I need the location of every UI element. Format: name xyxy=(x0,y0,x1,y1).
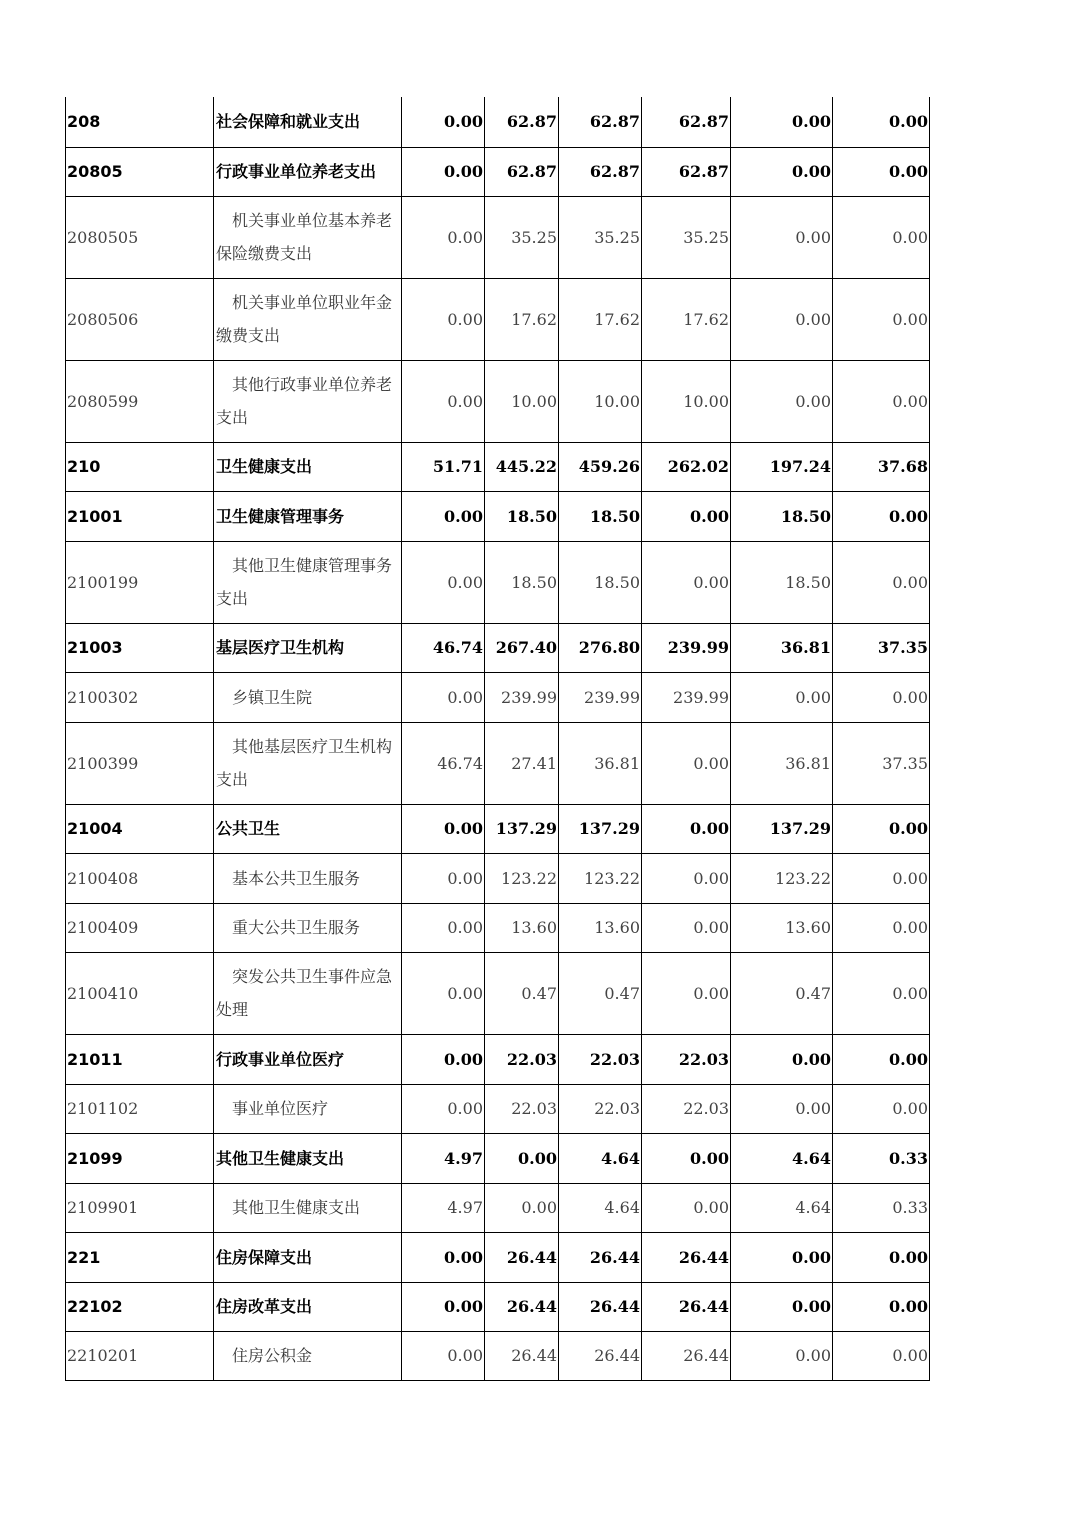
row-value-2: 13.60 xyxy=(485,903,559,952)
row-value-6: 0.00 xyxy=(833,97,930,147)
row-value-1: 51.71 xyxy=(402,442,485,491)
row-value-5: 0.00 xyxy=(731,1232,833,1282)
row-value-1: 4.97 xyxy=(402,1183,485,1232)
row-value-4: 22.03 xyxy=(642,1034,731,1084)
row-value-3: 13.60 xyxy=(559,903,642,952)
row-value-3: 459.26 xyxy=(559,442,642,491)
table-row xyxy=(66,491,930,541)
row-value-1: 0.00 xyxy=(402,1331,485,1380)
budget-table xyxy=(65,97,930,1381)
row-value-3: 22.03 xyxy=(559,1034,642,1084)
row-name: 其他行政事业单位养老支出 xyxy=(214,360,402,442)
row-value-6: 0.00 xyxy=(833,952,930,1034)
row-value-4: 0.00 xyxy=(642,1183,731,1232)
row-value-1: 0.00 xyxy=(402,903,485,952)
row-name: 行政事业单位医疗 xyxy=(214,1034,402,1084)
row-name: 机关事业单位职业年金缴费支出 xyxy=(214,278,402,360)
table-row xyxy=(66,804,930,853)
row-value-5: 18.50 xyxy=(731,491,833,541)
row-value-2: 267.40 xyxy=(485,623,559,672)
row-value-6: 0.00 xyxy=(833,804,930,853)
row-value-5: 18.50 xyxy=(731,541,833,623)
row-value-2: 27.41 xyxy=(485,722,559,804)
row-value-3: 123.22 xyxy=(559,853,642,903)
row-code: 21004 xyxy=(66,804,214,853)
row-value-5: 4.64 xyxy=(731,1183,833,1232)
row-value-2: 0.00 xyxy=(485,1183,559,1232)
row-name: 基本公共卫生服务 xyxy=(214,853,402,903)
row-value-5: 197.24 xyxy=(731,442,833,491)
row-code: 21011 xyxy=(66,1034,214,1084)
row-name: 基层医疗卫生机构 xyxy=(214,623,402,672)
row-value-3: 26.44 xyxy=(559,1232,642,1282)
table-row xyxy=(66,196,930,278)
row-value-4: 22.03 xyxy=(642,1084,731,1133)
table-row xyxy=(66,672,930,722)
row-value-4: 26.44 xyxy=(642,1282,731,1331)
row-value-5: 0.00 xyxy=(731,97,833,147)
row-value-2: 137.29 xyxy=(485,804,559,853)
row-value-1: 0.00 xyxy=(402,1084,485,1133)
row-value-6: 0.00 xyxy=(833,903,930,952)
row-value-2: 18.50 xyxy=(485,491,559,541)
row-code: 2100302 xyxy=(66,672,214,722)
row-value-1: 0.00 xyxy=(402,672,485,722)
row-value-1: 0.00 xyxy=(402,196,485,278)
row-value-5: 36.81 xyxy=(731,623,833,672)
row-value-4: 62.87 xyxy=(642,147,731,196)
row-code: 2080506 xyxy=(66,278,214,360)
row-value-6: 0.33 xyxy=(833,1183,930,1232)
row-value-2: 0.00 xyxy=(485,1133,559,1183)
row-value-2: 26.44 xyxy=(485,1232,559,1282)
row-value-2: 239.99 xyxy=(485,672,559,722)
row-value-1: 0.00 xyxy=(402,541,485,623)
row-code: 2100399 xyxy=(66,722,214,804)
row-value-3: 26.44 xyxy=(559,1282,642,1331)
row-name: 其他卫生健康支出 xyxy=(214,1183,402,1232)
row-value-6: 0.00 xyxy=(833,196,930,278)
row-value-3: 4.64 xyxy=(559,1183,642,1232)
row-name: 突发公共卫生事件应急处理 xyxy=(214,952,402,1034)
row-value-5: 0.00 xyxy=(731,278,833,360)
row-code: 21001 xyxy=(66,491,214,541)
table-row xyxy=(66,147,930,196)
row-value-2: 22.03 xyxy=(485,1084,559,1133)
row-value-5: 0.47 xyxy=(731,952,833,1034)
row-name: 事业单位医疗 xyxy=(214,1084,402,1133)
row-value-4: 62.87 xyxy=(642,97,731,147)
row-value-2: 62.87 xyxy=(485,97,559,147)
row-value-6: 0.00 xyxy=(833,491,930,541)
row-value-5: 0.00 xyxy=(731,1034,833,1084)
table-row xyxy=(66,952,930,1034)
row-value-4: 239.99 xyxy=(642,672,731,722)
table-row xyxy=(66,360,930,442)
row-value-2: 123.22 xyxy=(485,853,559,903)
row-value-1: 0.00 xyxy=(402,804,485,853)
row-value-3: 4.64 xyxy=(559,1133,642,1183)
table-row xyxy=(66,1034,930,1084)
row-code: 2100408 xyxy=(66,853,214,903)
row-code: 2100410 xyxy=(66,952,214,1034)
row-value-3: 26.44 xyxy=(559,1331,642,1380)
row-value-1: 0.00 xyxy=(402,952,485,1034)
row-value-6: 37.35 xyxy=(833,722,930,804)
row-code: 221 xyxy=(66,1232,214,1282)
row-value-1: 0.00 xyxy=(402,491,485,541)
row-value-4: 17.62 xyxy=(642,278,731,360)
row-code: 2210201 xyxy=(66,1331,214,1380)
row-value-3: 0.47 xyxy=(559,952,642,1034)
row-value-5: 4.64 xyxy=(731,1133,833,1183)
row-value-6: 37.68 xyxy=(833,442,930,491)
row-code: 2100409 xyxy=(66,903,214,952)
row-value-4: 0.00 xyxy=(642,1133,731,1183)
row-code: 208 xyxy=(66,97,214,147)
table-row xyxy=(66,278,930,360)
row-name: 重大公共卫生服务 xyxy=(214,903,402,952)
row-value-6: 0.00 xyxy=(833,360,930,442)
row-code: 2109901 xyxy=(66,1183,214,1232)
row-value-4: 0.00 xyxy=(642,903,731,952)
row-code: 210 xyxy=(66,442,214,491)
row-value-2: 22.03 xyxy=(485,1034,559,1084)
table-row xyxy=(66,722,930,804)
table-row xyxy=(66,442,930,491)
row-value-6: 0.00 xyxy=(833,853,930,903)
row-value-4: 35.25 xyxy=(642,196,731,278)
table-row xyxy=(66,1282,930,1331)
row-value-3: 22.03 xyxy=(559,1084,642,1133)
row-value-5: 13.60 xyxy=(731,903,833,952)
row-value-6: 0.00 xyxy=(833,1232,930,1282)
row-name: 其他卫生健康管理事务支出 xyxy=(214,541,402,623)
row-value-4: 0.00 xyxy=(642,804,731,853)
row-value-3: 10.00 xyxy=(559,360,642,442)
row-code: 20805 xyxy=(66,147,214,196)
row-code: 2101102 xyxy=(66,1084,214,1133)
row-name: 住房保障支出 xyxy=(214,1232,402,1282)
row-name: 公共卫生 xyxy=(214,804,402,853)
row-name: 乡镇卫生院 xyxy=(214,672,402,722)
row-value-4: 0.00 xyxy=(642,722,731,804)
row-value-1: 0.00 xyxy=(402,147,485,196)
row-value-4: 262.02 xyxy=(642,442,731,491)
row-value-1: 0.00 xyxy=(402,1034,485,1084)
row-value-4: 0.00 xyxy=(642,491,731,541)
row-value-3: 276.80 xyxy=(559,623,642,672)
row-value-5: 0.00 xyxy=(731,1282,833,1331)
row-value-6: 0.00 xyxy=(833,1034,930,1084)
row-value-6: 0.33 xyxy=(833,1133,930,1183)
row-name: 行政事业单位养老支出 xyxy=(214,147,402,196)
table-row xyxy=(66,1183,930,1232)
row-value-2: 26.44 xyxy=(485,1331,559,1380)
row-value-5: 0.00 xyxy=(731,196,833,278)
row-value-3: 62.87 xyxy=(559,147,642,196)
row-code: 22102 xyxy=(66,1282,214,1331)
table-row xyxy=(66,1331,930,1380)
row-value-2: 0.47 xyxy=(485,952,559,1034)
row-value-5: 123.22 xyxy=(731,853,833,903)
row-code: 2080599 xyxy=(66,360,214,442)
row-value-4: 0.00 xyxy=(642,541,731,623)
row-code: 21003 xyxy=(66,623,214,672)
row-value-5: 0.00 xyxy=(731,672,833,722)
table-row xyxy=(66,541,930,623)
row-value-1: 46.74 xyxy=(402,722,485,804)
row-value-6: 0.00 xyxy=(833,1331,930,1380)
row-name: 卫生健康支出 xyxy=(214,442,402,491)
row-name: 机关事业单位基本养老保险缴费支出 xyxy=(214,196,402,278)
row-value-3: 239.99 xyxy=(559,672,642,722)
row-value-6: 0.00 xyxy=(833,147,930,196)
row-value-6: 0.00 xyxy=(833,278,930,360)
row-value-1: 0.00 xyxy=(402,360,485,442)
row-value-4: 0.00 xyxy=(642,952,731,1034)
row-value-2: 17.62 xyxy=(485,278,559,360)
row-code: 2080505 xyxy=(66,196,214,278)
table-row xyxy=(66,1232,930,1282)
row-value-5: 0.00 xyxy=(731,147,833,196)
row-value-5: 137.29 xyxy=(731,804,833,853)
row-value-1: 0.00 xyxy=(402,1232,485,1282)
row-value-4: 0.00 xyxy=(642,853,731,903)
row-value-1: 4.97 xyxy=(402,1133,485,1183)
row-value-3: 62.87 xyxy=(559,97,642,147)
row-name: 社会保障和就业支出 xyxy=(214,97,402,147)
row-value-2: 445.22 xyxy=(485,442,559,491)
row-value-6: 0.00 xyxy=(833,541,930,623)
row-value-2: 10.00 xyxy=(485,360,559,442)
row-code: 2100199 xyxy=(66,541,214,623)
row-value-5: 0.00 xyxy=(731,360,833,442)
table-row xyxy=(66,1084,930,1133)
row-value-2: 26.44 xyxy=(485,1282,559,1331)
row-value-4: 239.99 xyxy=(642,623,731,672)
table-row xyxy=(66,1133,930,1183)
row-name: 其他基层医疗卫生机构支出 xyxy=(214,722,402,804)
row-value-4: 26.44 xyxy=(642,1331,731,1380)
row-value-6: 0.00 xyxy=(833,672,930,722)
row-value-6: 37.35 xyxy=(833,623,930,672)
row-name: 住房改革支出 xyxy=(214,1282,402,1331)
row-code: 21099 xyxy=(66,1133,214,1183)
row-name: 卫生健康管理事务 xyxy=(214,491,402,541)
row-value-3: 18.50 xyxy=(559,491,642,541)
row-value-6: 0.00 xyxy=(833,1282,930,1331)
row-value-1: 0.00 xyxy=(402,278,485,360)
row-value-1: 0.00 xyxy=(402,1282,485,1331)
row-value-5: 0.00 xyxy=(731,1084,833,1133)
row-value-1: 0.00 xyxy=(402,97,485,147)
row-value-5: 36.81 xyxy=(731,722,833,804)
row-value-3: 17.62 xyxy=(559,278,642,360)
row-value-4: 10.00 xyxy=(642,360,731,442)
row-value-3: 35.25 xyxy=(559,196,642,278)
table-row xyxy=(66,903,930,952)
row-value-5: 0.00 xyxy=(731,1331,833,1380)
row-value-4: 26.44 xyxy=(642,1232,731,1282)
row-value-3: 18.50 xyxy=(559,541,642,623)
row-value-2: 18.50 xyxy=(485,541,559,623)
row-value-1: 46.74 xyxy=(402,623,485,672)
row-value-3: 36.81 xyxy=(559,722,642,804)
row-value-2: 62.87 xyxy=(485,147,559,196)
table-row xyxy=(66,853,930,903)
row-value-2: 35.25 xyxy=(485,196,559,278)
row-name: 住房公积金 xyxy=(214,1331,402,1380)
row-value-6: 0.00 xyxy=(833,1084,930,1133)
row-value-1: 0.00 xyxy=(402,853,485,903)
table-row xyxy=(66,97,930,147)
row-value-3: 137.29 xyxy=(559,804,642,853)
row-name: 其他卫生健康支出 xyxy=(214,1133,402,1183)
table-row xyxy=(66,623,930,672)
